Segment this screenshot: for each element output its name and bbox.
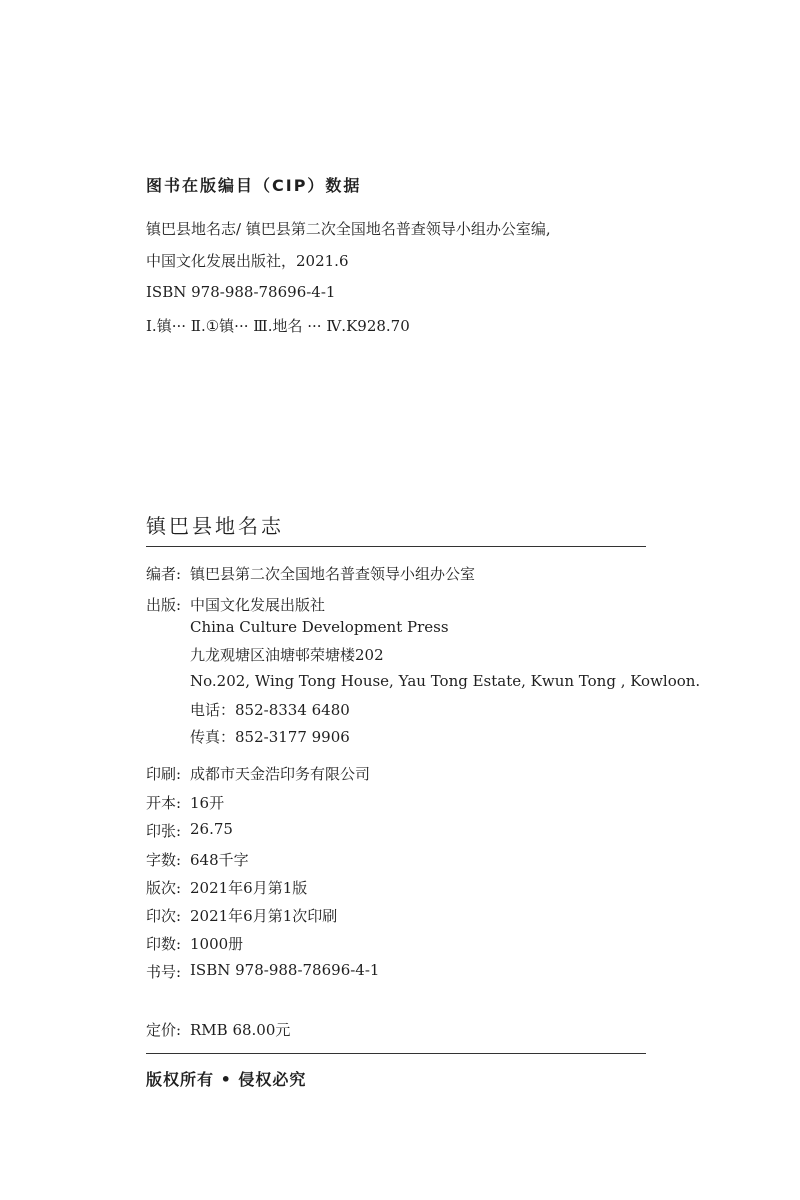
editor-label: 编者: — [146, 565, 182, 583]
publisher-address-cn: 九龙观塘区油塘邨荣塘楼202 — [190, 646, 384, 664]
publisher-phone: 电话：852-8334 6480 — [190, 701, 350, 719]
cip-line-2: 中国文化发展出版社，2021.6 — [146, 252, 349, 270]
format-label: 开本: — [146, 794, 182, 812]
isbn-label: 书号: — [146, 963, 182, 981]
book-title: 镇巴县地名志 — [146, 514, 284, 538]
isbn-value: ISBN 978-988-78696-4-1 — [190, 961, 380, 979]
publisher-fax: 传真：852-3177 9906 — [190, 728, 350, 746]
sheets-label: 印张: — [146, 822, 182, 840]
title-divider — [146, 546, 646, 547]
price-label: 定价: — [146, 1021, 182, 1039]
cip-title: 图书在版编目（CIP）数据 — [146, 176, 362, 195]
publisher-name-cn: 中国文化发展出版社 — [190, 596, 326, 614]
price-value: RMB 68.00元 — [190, 1021, 291, 1039]
rights-notice: 版权所有 • 侵权必究 — [146, 1070, 307, 1089]
cip-line-1: 镇巴县地名志/ 镇巴县第二次全国地名普查领导小组办公室编, — [146, 220, 551, 238]
edition-label: 版次: — [146, 879, 182, 897]
sheets-value: 26.75 — [190, 820, 233, 838]
footer-divider — [146, 1053, 646, 1054]
printing-value: 2021年6月第1次印刷 — [190, 907, 338, 925]
words-label: 字数: — [146, 851, 182, 869]
printing-label: 印次: — [146, 907, 182, 925]
copies-label: 印数: — [146, 935, 182, 953]
publisher-address-en: No.202, Wing Tong House, Yau Tong Estate, Kwun Tong , Kowloon. — [190, 672, 701, 690]
publisher-label: 出版: — [146, 596, 182, 614]
copies-value: 1000册 — [190, 935, 244, 953]
edition-value: 2021年6月第1版 — [190, 879, 308, 897]
editor-value: 镇巴县第二次全国地名普查领导小组办公室 — [190, 565, 476, 583]
printer-label: 印刷: — [146, 765, 182, 783]
printer-value: 成都市天金浩印务有限公司 — [190, 765, 371, 783]
cip-line-3: ISBN 978-988-78696-4-1 — [146, 283, 336, 301]
format-value: 16开 — [190, 794, 225, 812]
words-value: 648千字 — [190, 851, 249, 869]
publisher-name-en: China Culture Development Press — [190, 618, 449, 636]
cip-line-4: Ⅰ.镇··· Ⅱ.①镇··· Ⅲ.地名 ··· Ⅳ.K928.70 — [146, 317, 410, 335]
